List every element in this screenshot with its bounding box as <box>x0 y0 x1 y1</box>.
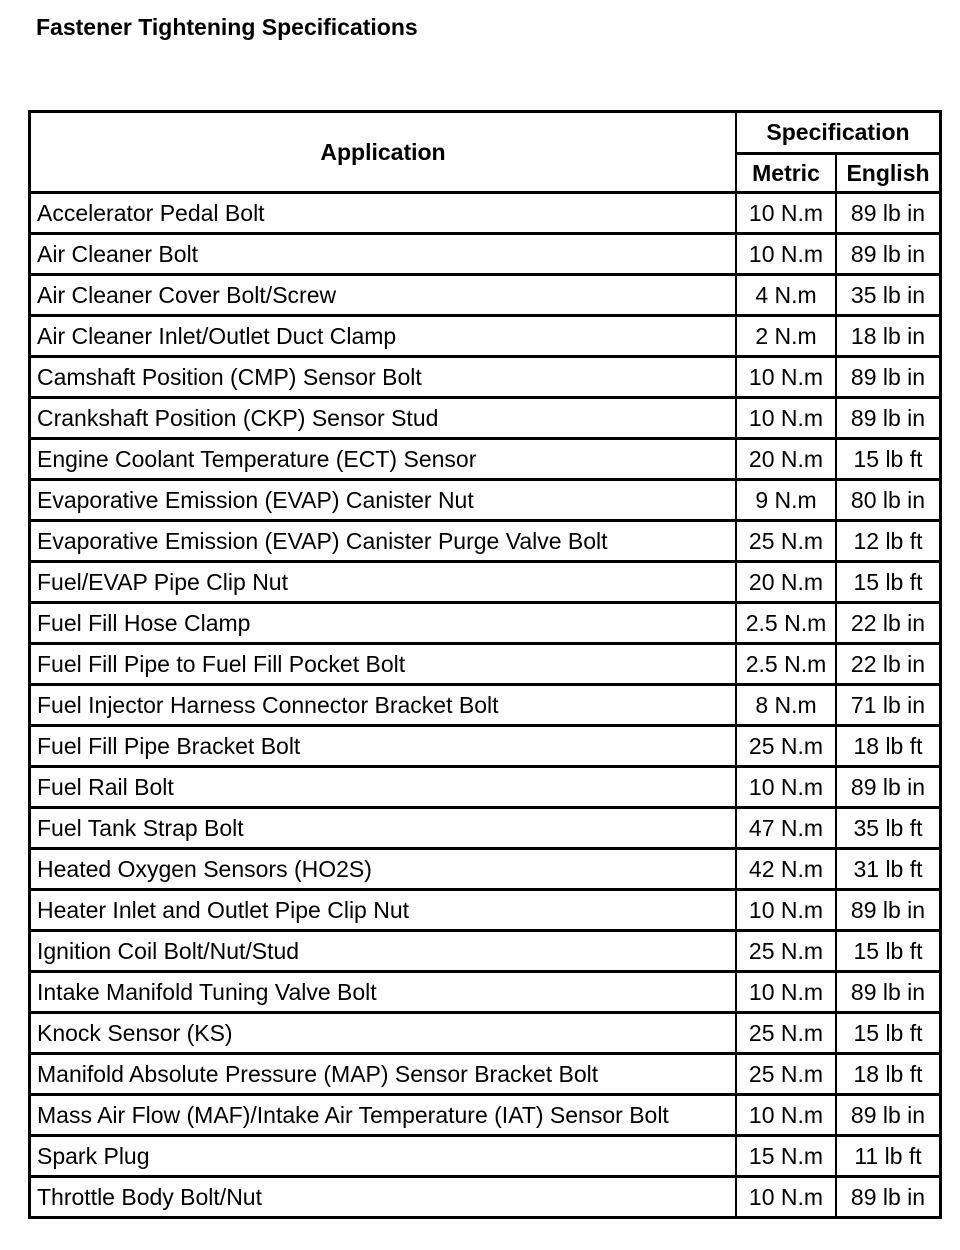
application-header: Application <box>31 113 737 194</box>
table-row <box>31 235 939 276</box>
metric-cell: 2.5 N.m <box>737 604 837 645</box>
english-cell: 12 lb ft <box>837 522 939 563</box>
english-cell: 89 lb in <box>837 399 939 440</box>
application-cell: Accelerator Pedal Bolt <box>31 194 737 235</box>
application-cell: Fuel Fill Pipe Bracket Bolt <box>31 727 737 768</box>
application-cell: Fuel Fill Pipe to Fuel Fill Pocket Bolt <box>31 645 737 686</box>
table-row <box>31 1096 939 1137</box>
table-row <box>31 1137 939 1178</box>
metric-cell: 10 N.m <box>737 399 837 440</box>
table-row <box>31 563 939 604</box>
english-cell: 18 lb ft <box>837 1055 939 1096</box>
table-row <box>31 276 939 317</box>
table-row <box>31 727 939 768</box>
table-row <box>31 358 939 399</box>
table-row <box>31 440 939 481</box>
metric-cell: 20 N.m <box>737 563 837 604</box>
metric-cell: 20 N.m <box>737 440 837 481</box>
application-cell: Evaporative Emission (EVAP) Canister Purge Valve Bolt <box>31 522 737 563</box>
table-row <box>31 645 939 686</box>
metric-header: Metric <box>737 155 837 194</box>
metric-cell: 4 N.m <box>737 276 837 317</box>
metric-cell: 25 N.m <box>737 727 837 768</box>
english-cell: 89 lb in <box>837 973 939 1014</box>
application-cell: Engine Coolant Temperature (ECT) Sensor <box>31 440 737 481</box>
metric-cell: 10 N.m <box>737 891 837 932</box>
table-row <box>31 604 939 645</box>
english-cell: 15 lb ft <box>837 932 939 973</box>
application-cell: Camshaft Position (CMP) Sensor Bolt <box>31 358 737 399</box>
application-cell: Intake Manifold Tuning Valve Bolt <box>31 973 737 1014</box>
english-cell: 89 lb in <box>837 1096 939 1137</box>
application-cell: Fuel Injector Harness Connector Bracket Bolt <box>31 686 737 727</box>
english-cell: 35 lb ft <box>837 809 939 850</box>
metric-cell: 25 N.m <box>737 1055 837 1096</box>
table-row <box>31 317 939 358</box>
application-cell: Throttle Body Bolt/Nut <box>31 1178 737 1216</box>
application-cell: Crankshaft Position (CKP) Sensor Stud <box>31 399 737 440</box>
metric-cell: 9 N.m <box>737 481 837 522</box>
table-row <box>31 768 939 809</box>
metric-cell: 25 N.m <box>737 932 837 973</box>
table-row <box>31 850 939 891</box>
english-cell: 89 lb in <box>850 1183 926 1210</box>
metric-cell: 2 N.m <box>737 317 837 358</box>
metric-cell: 10 N.m <box>737 194 837 235</box>
metric-cell: 10 N.m <box>737 1178 837 1216</box>
application-cell: Fuel Fill Hose Clamp <box>31 604 737 645</box>
fastener-spec-table <box>28 110 942 1219</box>
application-cell: Manifold Absolute Pressure (MAP) Sensor Bracket Bolt <box>31 1055 737 1096</box>
table-row <box>31 686 939 727</box>
table-row <box>31 194 939 235</box>
metric-cell: 15 N.m <box>737 1137 837 1178</box>
table-row <box>31 973 939 1014</box>
metric-cell: 25 N.m <box>737 1014 837 1055</box>
application-cell: Knock Sensor (KS) <box>31 1014 737 1055</box>
english-cell: 11 lb ft <box>837 1137 939 1178</box>
table-row <box>31 891 939 932</box>
english-cell: 15 lb ft <box>837 1014 939 1055</box>
english-cell: 15 lb ft <box>837 440 939 481</box>
english-cell: 89 lb in <box>837 358 939 399</box>
application-cell: Fuel Tank Strap Bolt <box>31 809 737 850</box>
table-row <box>31 809 939 850</box>
english-cell: 18 lb ft <box>837 727 939 768</box>
application-cell: Fuel Rail Bolt <box>31 768 737 809</box>
english-cell: 22 lb in <box>837 604 939 645</box>
metric-cell: 42 N.m <box>737 850 837 891</box>
english-cell: 18 lb in <box>837 317 939 358</box>
application-cell: Air Cleaner Bolt <box>31 235 737 276</box>
application-cell: Mass Air Flow (MAF)/Intake Air Temperature (IAT) Sensor Bolt <box>31 1096 737 1137</box>
table-row <box>31 481 939 522</box>
metric-cell: 10 N.m <box>737 358 837 399</box>
specification-header: Specification <box>737 113 939 155</box>
metric-cell: 2.5 N.m <box>737 645 837 686</box>
english-cell: 22 lb in <box>837 645 939 686</box>
english-cell: 89 lb in <box>837 194 939 235</box>
english-cell: 71 lb in <box>837 686 939 727</box>
english-cell: 31 lb ft <box>837 850 939 891</box>
application-cell: Spark Plug <box>31 1137 737 1178</box>
metric-cell: 10 N.m <box>737 1096 837 1137</box>
application-cell: Ignition Coil Bolt/Nut/Stud <box>31 932 737 973</box>
metric-cell: 8 N.m <box>737 686 837 727</box>
application-cell: Evaporative Emission (EVAP) Canister Nut <box>31 481 737 522</box>
table-row <box>31 1014 939 1055</box>
application-cell: Heater Inlet and Outlet Pipe Clip Nut <box>31 891 737 932</box>
application-cell: Air Cleaner Inlet/Outlet Duct Clamp <box>31 317 737 358</box>
application-cell: Heated Oxygen Sensors (HO2S) <box>31 850 737 891</box>
english-cell: 15 lb ft <box>837 563 939 604</box>
table-row <box>31 1055 939 1096</box>
metric-cell: 10 N.m <box>737 973 837 1014</box>
table-body <box>31 194 939 1216</box>
application-cell: Air Cleaner Cover Bolt/Screw <box>31 276 737 317</box>
metric-cell: 10 N.m <box>737 768 837 809</box>
metric-cell: 10 N.m <box>737 235 837 276</box>
english-cell: 89 lb in <box>837 768 939 809</box>
english-cell: 89 lb in <box>837 891 939 932</box>
page-title: Fastener Tightening Specifications <box>36 14 418 40</box>
table-row <box>31 932 939 973</box>
table-row <box>31 522 939 563</box>
english-cell: 89 lb in <box>837 235 939 276</box>
table-row <box>31 1178 939 1216</box>
application-cell: Fuel/EVAP Pipe Clip Nut <box>31 563 737 604</box>
metric-cell: 25 N.m <box>737 522 837 563</box>
table-row <box>31 399 939 440</box>
english-header: English <box>837 155 939 194</box>
metric-cell: 47 N.m <box>737 809 837 850</box>
english-cell: 35 lb in <box>837 276 939 317</box>
english-cell: 80 lb in <box>837 481 939 522</box>
